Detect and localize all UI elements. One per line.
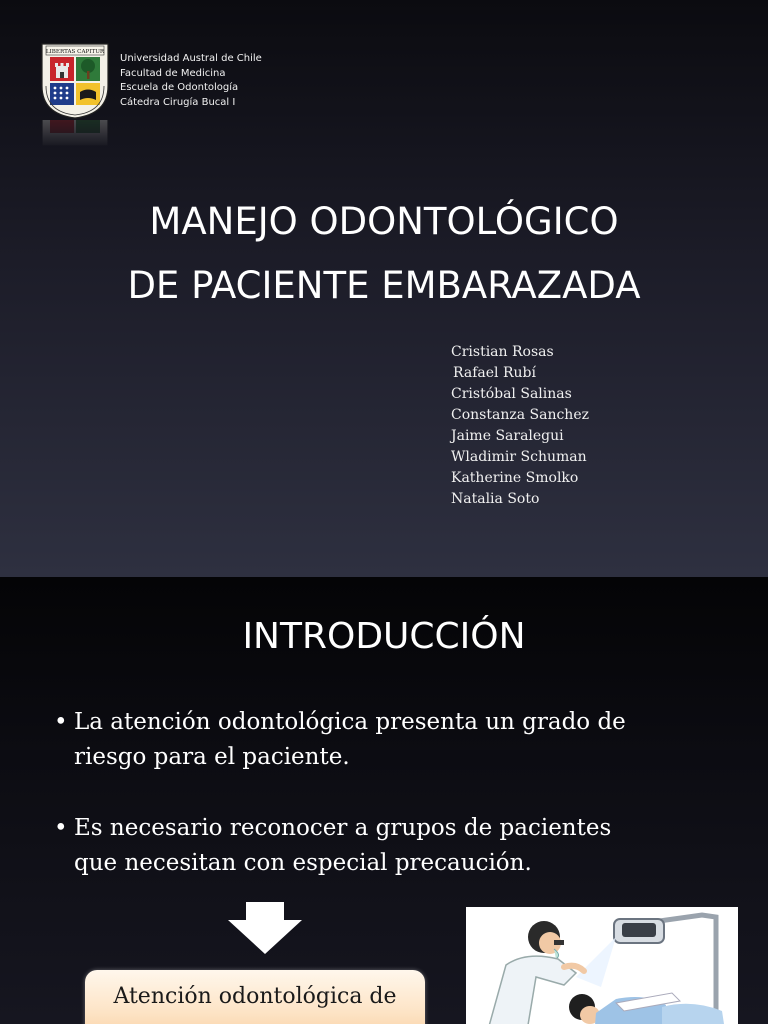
presentation-title	[0, 190, 768, 318]
bullet-item	[52, 705, 692, 775]
author-name: Constanza Sanchez	[451, 407, 589, 423]
institution-line: Facultad de Medicina	[120, 67, 226, 79]
slide-title: INTRODUCCIÓN	[242, 616, 526, 657]
bullet-item	[52, 811, 692, 881]
author-list	[451, 342, 589, 510]
author-name: Rafael Rubí	[453, 365, 536, 381]
author-name: Jaime Saralegui	[451, 428, 564, 444]
title-line-2: DE PACIENTE EMBARAZADA	[127, 264, 641, 307]
university-crest-logo	[40, 42, 110, 120]
author-name: Cristóbal Salinas	[451, 386, 572, 402]
institution-block	[120, 52, 262, 110]
institution-line: Cátedra Cirugía Bucal I	[120, 96, 236, 108]
bullet-line: Es necesario reconocer a grupos de pacientes	[74, 815, 612, 841]
title-line-1: MANEJO ODONTOLÓGICO	[149, 200, 619, 243]
callout-text: Atención odontológica de	[113, 984, 397, 1009]
author-name: Wladimir Schuman	[451, 449, 587, 465]
institution-line: Universidad Austral de Chile	[120, 53, 262, 64]
callout-box	[85, 970, 425, 1024]
author-name: Cristian Rosas	[451, 344, 554, 360]
crest-motto: LIBERTAS CAPITUR	[45, 49, 105, 55]
bullet-line: que necesitan con especial precaución.	[74, 850, 532, 876]
bullet-line: riesgo para el paciente.	[74, 744, 350, 770]
author-name: Natalia Soto	[451, 491, 540, 507]
bullet-dot-icon: •	[54, 709, 68, 735]
bullet-line: La atención odontológica presenta un grado de	[74, 709, 626, 735]
down-arrow-icon	[228, 902, 302, 954]
introduction-slide[interactable]	[0, 577, 768, 1024]
crest-reflection	[40, 120, 110, 148]
institution-line: Escuela de Odontología	[120, 82, 239, 93]
bullet-list	[52, 705, 692, 917]
dentist-patient-illustration	[466, 907, 738, 1024]
bullet-dot-icon: •	[54, 815, 68, 841]
author-name: Katherine Smolko	[451, 470, 579, 486]
